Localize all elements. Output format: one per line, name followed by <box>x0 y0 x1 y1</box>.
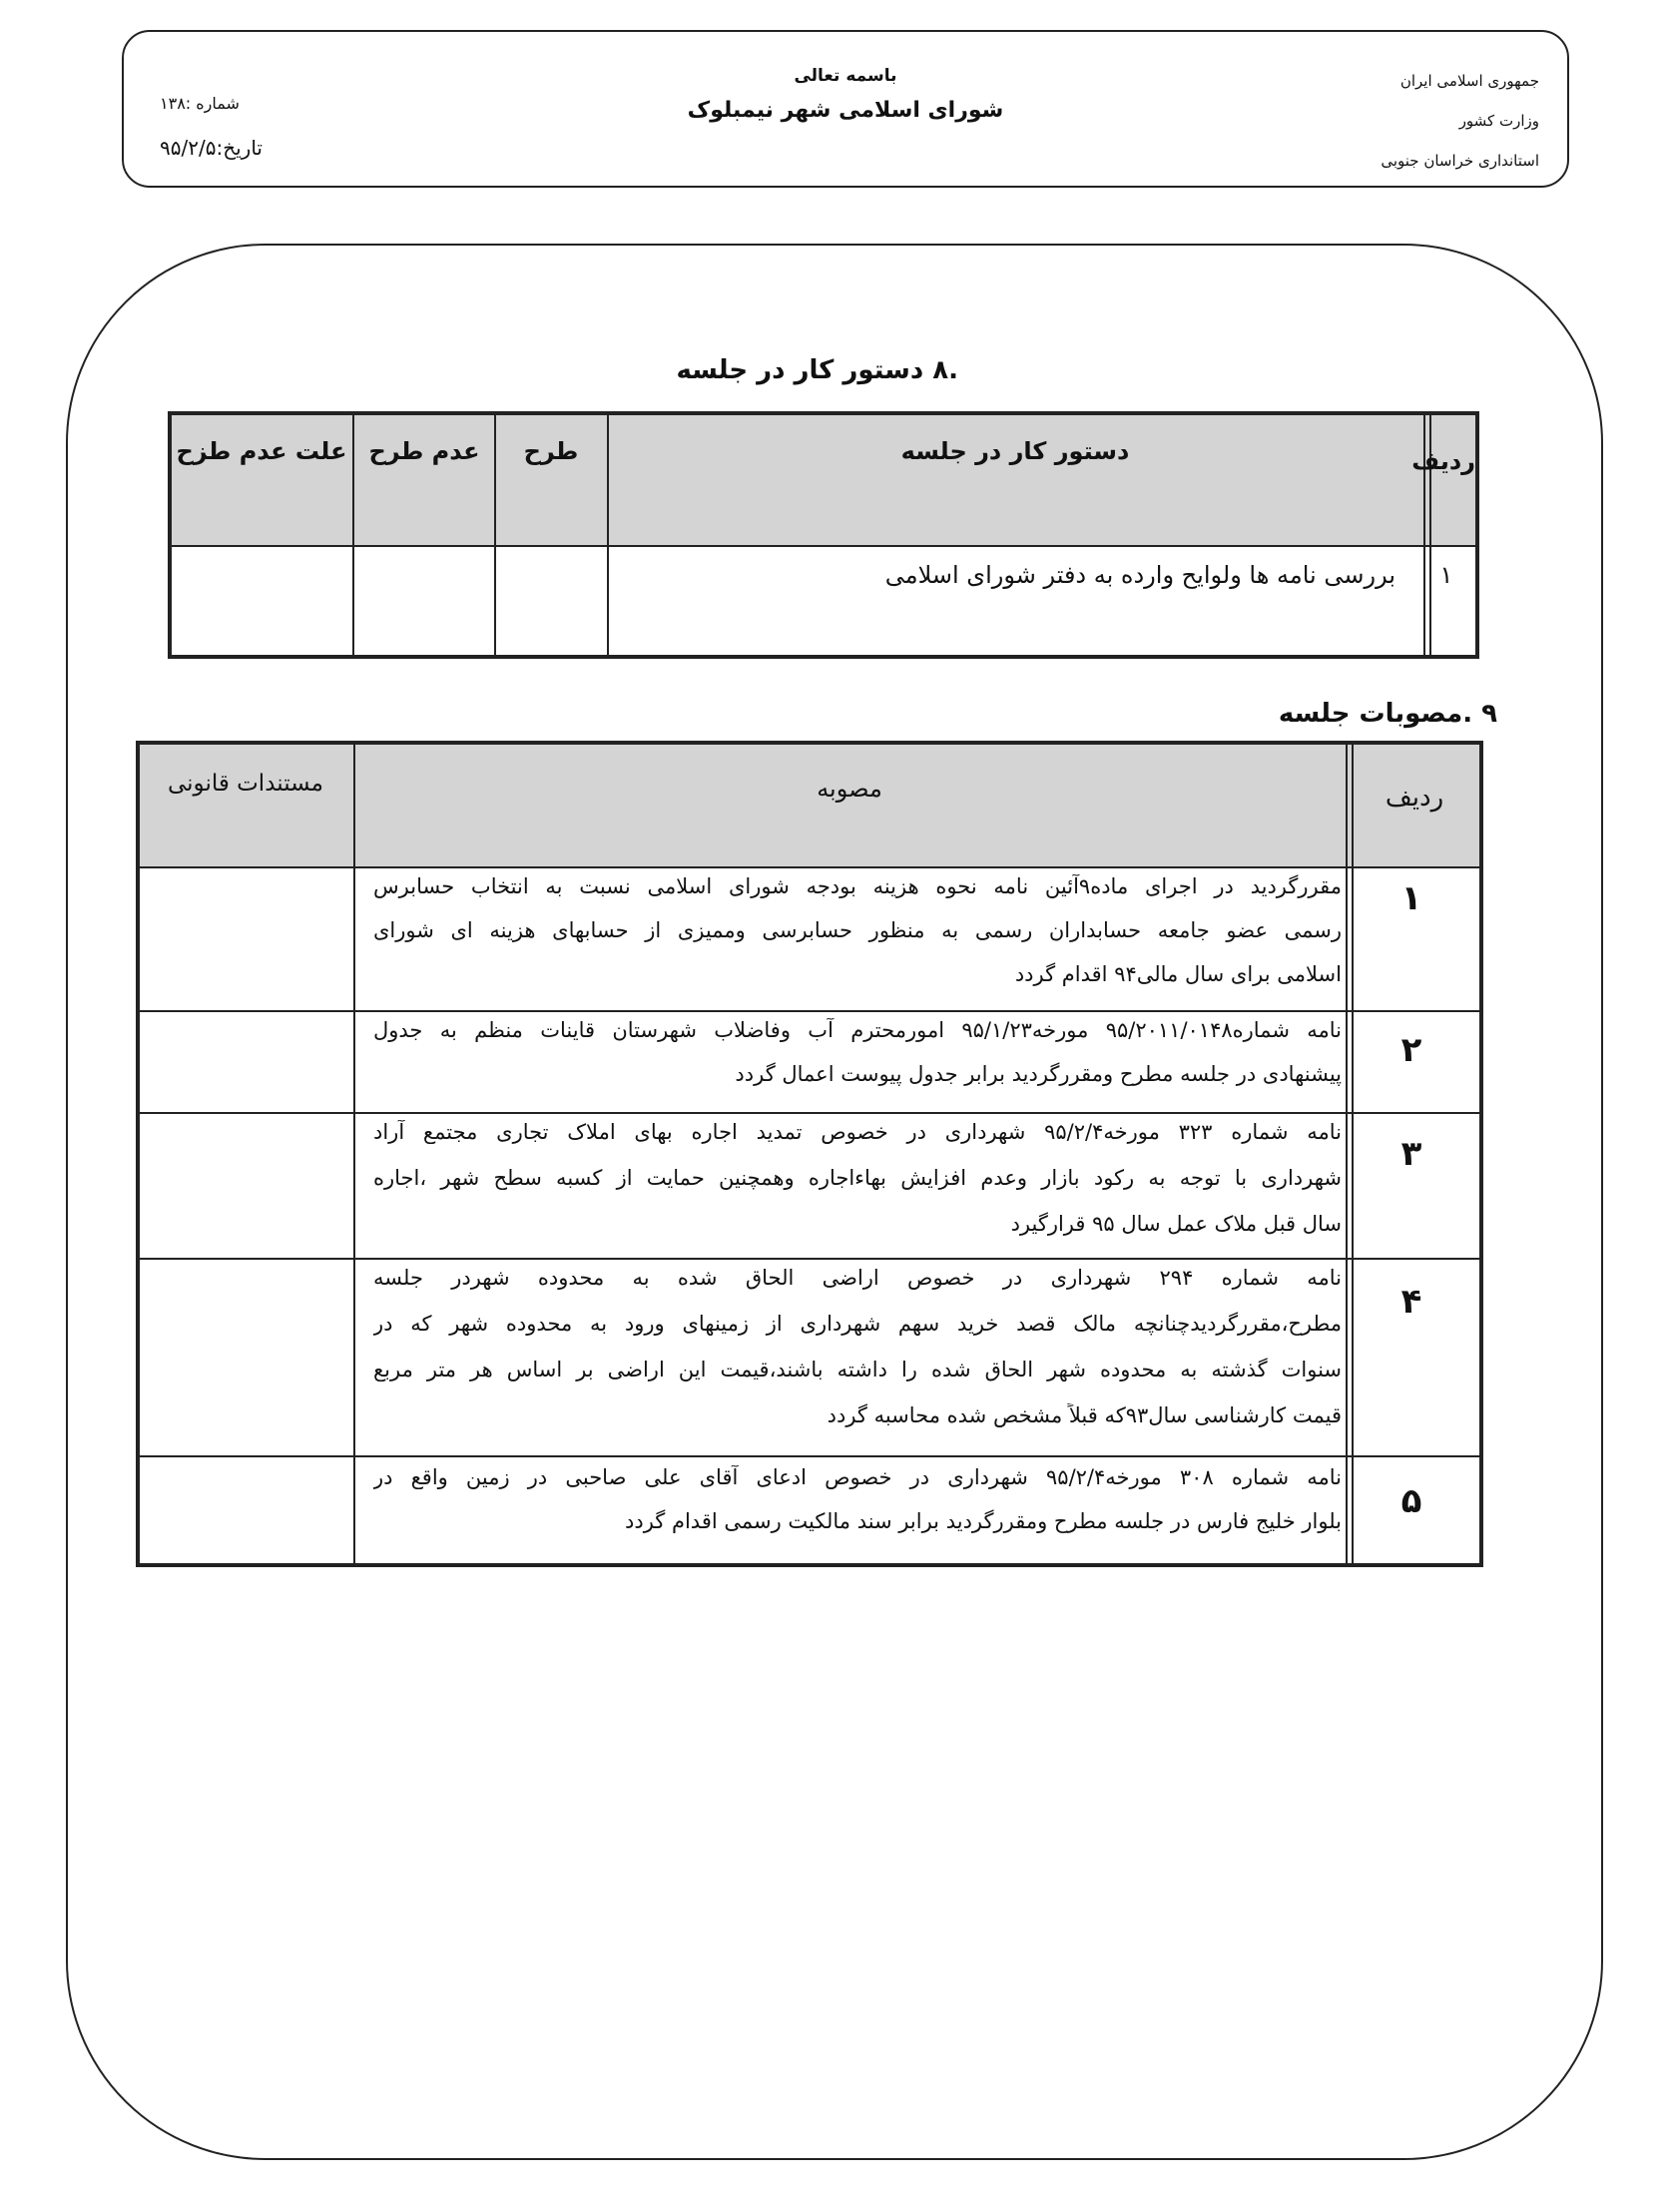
agenda-col-item: دستور کار در جلسه <box>900 437 1130 465</box>
res-row-line: رسمی عضو جامعه حسابداران رسمی به منظور حسابرسی وممیزی از حسابهای هزینه ای شورای <box>373 918 1342 942</box>
letter-date: تاریخ:۹۵/۲/۵ <box>160 136 263 160</box>
res-row-line: اسلامی برای سال مالی۹۴ اقدام گردد <box>1014 962 1342 986</box>
res-row-line: بلوار خلیج فارس در جلسه مطرح ومقررگردید برابر سند مالکیت رسمی اقدام گردد <box>625 1509 1342 1533</box>
basmala-line: باسمه تعالی <box>794 66 897 86</box>
res-col-legal: مستندات قانونی <box>167 771 323 797</box>
resolutions-section-title: ۹ .مصوبات جلسه <box>1278 699 1497 729</box>
agenda-col-reason: علت عدم طزح <box>176 437 347 465</box>
letter-number: شماره :۱۳۸ <box>160 94 240 113</box>
res-row-number: ۲ <box>1400 1030 1422 1070</box>
governorate-line: استانداری خراسان جنوبی <box>1381 152 1539 170</box>
res-row-line: سنوات گذشته به محدوده شهر الحاق شده را داشته باشند،قیمت این اراضی بر اساس هر متر مربع <box>373 1358 1342 1382</box>
agenda-table <box>168 411 1479 659</box>
agenda-row-text: بررسی نامه ها ولوایح وارده به دفتر شورای اسلامی <box>884 561 1395 589</box>
res-row-line: نامه شماره ۳۲۳ مورخه۹۵/۲/۴ شهرداری در خصوص تمدید اجاره بهای املاک تجاری مجتمع آراد <box>373 1120 1342 1144</box>
country-line: جمهوری اسلامی ایران <box>1399 72 1539 90</box>
letterhead-box <box>122 30 1569 188</box>
res-row-line: سال قبل ملاک عمل سال ۹۵ قرارگیرد <box>1010 1212 1342 1236</box>
res-row-line: قیمت کارشناسی سال۹۳که قبلاً مشخص شده محاسبه گردد <box>827 1403 1342 1427</box>
res-col-resolution: مصوبه <box>817 775 882 803</box>
ministry-line: وزارت کشور <box>1458 112 1539 130</box>
res-row-number: ۴ <box>1400 1282 1422 1322</box>
agenda-table-header <box>172 415 1475 545</box>
agenda-row-number: ۱ <box>1439 561 1453 589</box>
council-name: شورای اسلامی شهر نیمبلوک <box>687 98 1004 123</box>
res-row-number: ۱ <box>1400 878 1422 918</box>
agenda-col-row: ردیف <box>1411 447 1475 475</box>
resolutions-table <box>136 741 1483 1567</box>
res-row-line: شهرداری با توجه به رکود بازار وعدم افزایش بهاءاجاره وهمچنین حمایت از کسبه سطح شهر ،اجاره <box>373 1166 1342 1190</box>
res-row-line: نامه شماره ۳۰۸ مورخه۹۵/۲/۴ شهرداری در خصوص ادعای آقای علی صاحبی در زمین واقع در <box>373 1465 1342 1489</box>
res-row-number: ۳ <box>1400 1134 1422 1174</box>
res-row-line: نامه شماره ۲۹۴ شهرداری در خصوص اراضی الحاق شده به محدوده شهردر جلسه <box>373 1266 1342 1290</box>
agenda-col-not-raised: عدم طرح <box>368 437 480 465</box>
resolutions-table-header <box>140 745 1479 866</box>
res-row-line: پیشنهادی در جلسه مطرح ومقررگردید برابر جدول پیوست اعمال گردد <box>735 1062 1342 1086</box>
agenda-section-title: .۸ دستور کار در جلسه <box>676 355 958 385</box>
res-row-line: مقررگردید در اجرای ماده۹آئین نامه نحوه هزینه بودجه شورای اسلامی نسبت به انتخاب حسابرس <box>373 874 1342 898</box>
res-col-row: ردیف <box>1385 783 1444 813</box>
res-row-number: ۵ <box>1400 1481 1422 1521</box>
res-row-line: نامه شماره۹۵/۲۰۱۱/۰۱۴۸ مورخه۹۵/۱/۲۳ امورمحترم آب وفاضلاب شهرستان قاینات منظم به جدول <box>373 1018 1342 1042</box>
agenda-col-raised: طرح <box>523 437 579 465</box>
res-row-line: مطرح،مقررگردیدچنانچه مالک قصد خرید سهم شهرداری از زمینهای ورود به محدوده شهر که در <box>373 1312 1342 1336</box>
